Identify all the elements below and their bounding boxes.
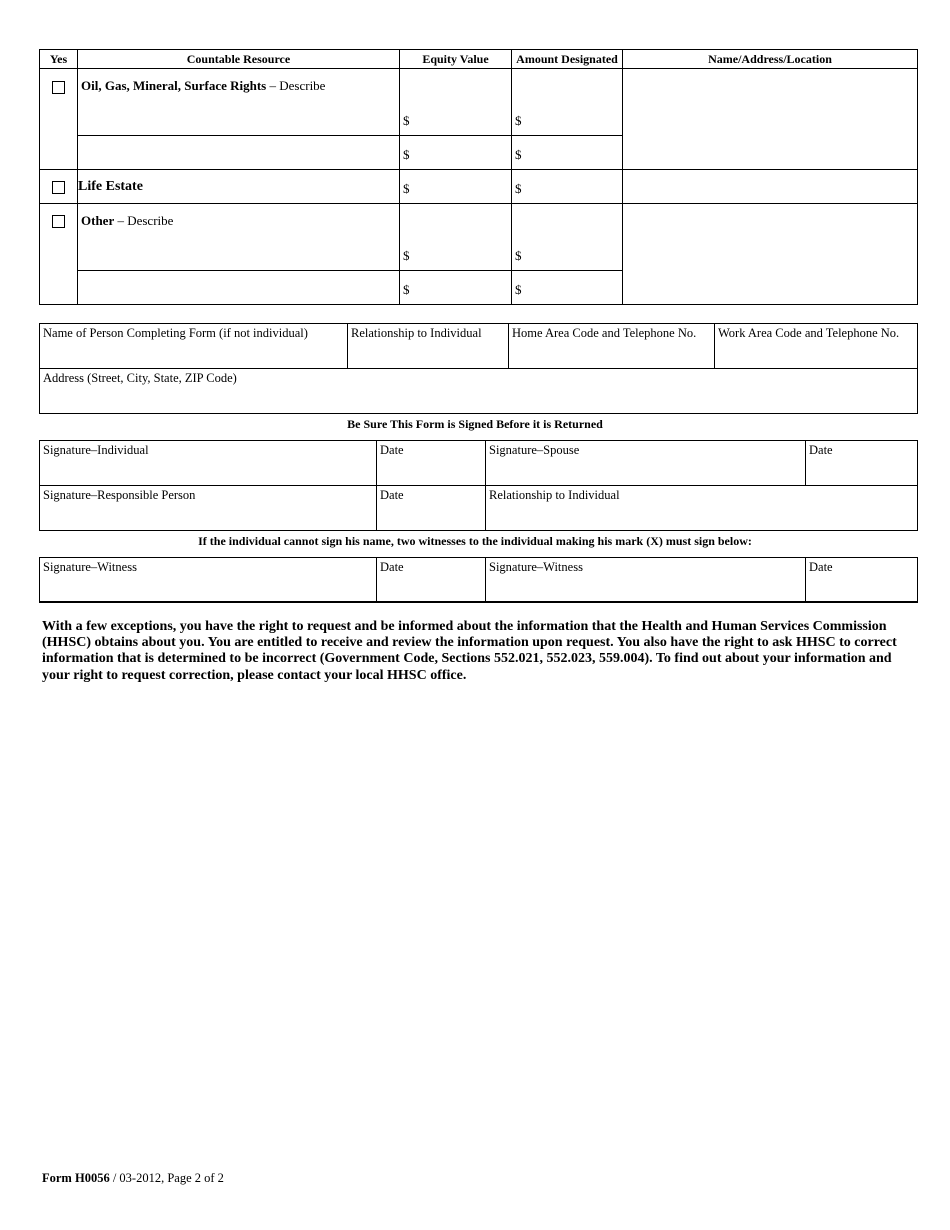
other-row (40, 204, 918, 271)
signature-responsible-date-field[interactable] (377, 486, 486, 531)
oil-gas-checkbox[interactable] (52, 81, 65, 94)
signature-spouse-date-field[interactable] (806, 441, 918, 486)
relationship-to-individual-field[interactable] (486, 486, 918, 531)
oil-gas-description-cell[interactable] (78, 69, 400, 136)
other-name-address-location[interactable] (623, 204, 918, 305)
date-label: Date (380, 443, 404, 457)
oil-gas-row (40, 69, 918, 136)
resources-header-row (40, 50, 918, 69)
life-estate-amount-designated[interactable] (512, 170, 623, 204)
life-estate-row (40, 170, 918, 204)
witness-notice: If the individual cannot sign his name, two witnesses to the individual making his mark (X) must sign below: (198, 534, 752, 548)
witness-2-signature-field[interactable] (486, 558, 806, 603)
signature-individual-date-field[interactable] (377, 441, 486, 486)
person-completing-field[interactable] (40, 324, 348, 369)
oil-gas-label: Oil, Gas, Mineral, Surface Rights (81, 78, 267, 93)
other-checkbox[interactable] (52, 215, 65, 228)
header-countable-resource: Countable Resource (78, 50, 400, 69)
dollar-sign: $ (403, 181, 410, 196)
signature-responsible-person-field[interactable] (40, 486, 377, 531)
life-estate-label: Life Estate (78, 178, 143, 194)
dollar-sign: $ (515, 248, 522, 263)
other-description-cell[interactable] (78, 204, 400, 271)
relationship-field[interactable] (348, 324, 509, 369)
oil-gas-equity-value-2[interactable] (400, 136, 512, 170)
life-estate-yes-cell (40, 170, 78, 204)
header-equity-value: Equity Value (400, 50, 512, 69)
oil-gas-equity-value-1[interactable] (400, 69, 512, 136)
privacy-notice: With a few exceptions, you have the right to request and be informed about the information that the Health and Human Services Commission (HHSC) obtains about you. You are entitled to receive and review the information upon request. You also have the right to ask HHSC to correct information that is determined to be incorrect (Government Code, Sections 552.021, 552.023, 559.004). To find out about your information and your right to request correction, please contact your local HHSC office. (42, 619, 897, 683)
other-amount-designated-1[interactable] (512, 204, 623, 271)
oil-gas-amount-designated-2[interactable] (512, 136, 623, 170)
oil-gas-name-address-location[interactable] (623, 69, 918, 170)
other-equity-value-2[interactable] (400, 271, 512, 305)
witness-table (39, 557, 918, 603)
other-yes-cell (40, 204, 78, 305)
home-phone-field[interactable] (509, 324, 715, 369)
header-amount-designated: Amount Designated (512, 50, 623, 69)
date-label: Date (380, 560, 404, 574)
address-label: Address (Street, City, State, ZIP Code) (43, 371, 237, 385)
other-equity-value-1[interactable] (400, 204, 512, 271)
signature-spouse-label: Signature–Spouse (489, 443, 580, 457)
work-phone-field[interactable] (715, 324, 918, 369)
sign-notice: Be Sure This Form is Signed Before it is Returned (347, 417, 603, 431)
relationship-label: Relationship to Individual (351, 326, 482, 340)
dollar-sign: $ (403, 282, 410, 297)
home-phone-label: Home Area Code and Telephone No. (512, 326, 697, 340)
dollar-sign: $ (515, 181, 522, 196)
date-label: Date (380, 488, 404, 502)
signature-individual-field[interactable] (40, 441, 377, 486)
life-estate-name-address-location[interactable] (623, 170, 918, 204)
relationship-to-individual-label: Relationship to Individual (489, 488, 620, 502)
signatures-table (39, 440, 918, 531)
oil-gas-amount-designated-1[interactable] (512, 69, 623, 136)
form-id: Form H0056 (42, 1171, 110, 1185)
life-estate-equity-value[interactable] (400, 170, 512, 204)
witness-1-date-field[interactable] (377, 558, 486, 603)
header-name-address-location: Name/Address/Location (623, 50, 918, 69)
work-phone-label: Work Area Code and Telephone No. (718, 326, 900, 340)
dollar-sign: $ (515, 113, 522, 128)
other-description-line-2[interactable] (78, 271, 400, 305)
contact-table (39, 323, 918, 414)
oil-gas-description-line-2[interactable] (78, 136, 400, 170)
witness-2-date-field[interactable] (806, 558, 918, 603)
oil-gas-yes-cell (40, 69, 78, 170)
form-footer (42, 1171, 224, 1186)
person-completing-label: Name of Person Completing Form (if not individual) (43, 326, 308, 340)
dollar-sign: $ (515, 282, 522, 297)
witness-signature-label: Signature–Witness (43, 560, 137, 574)
signature-individual-label: Signature–Individual (43, 443, 149, 457)
witness-1-signature-field[interactable] (40, 558, 377, 603)
signature-responsible-person-label: Signature–Responsible Person (43, 488, 196, 502)
witness-signature-label: Signature–Witness (489, 560, 583, 574)
dollar-sign: $ (403, 147, 410, 162)
life-estate-checkbox[interactable] (52, 181, 65, 194)
date-label: Date (809, 443, 833, 457)
signature-spouse-field[interactable] (486, 441, 806, 486)
other-amount-designated-2[interactable] (512, 271, 623, 305)
date-label: Date (809, 560, 833, 574)
other-suffix: – Describe (114, 213, 174, 228)
oil-gas-suffix: – Describe (266, 78, 326, 93)
form-details: / 03-2012, Page 2 of 2 (109, 1171, 224, 1185)
life-estate-description-cell (78, 170, 400, 204)
address-field[interactable] (40, 369, 918, 414)
other-label: Other (81, 213, 115, 228)
header-yes: Yes (40, 50, 78, 69)
dollar-sign: $ (515, 147, 522, 162)
dollar-sign: $ (403, 248, 410, 263)
resources-table (39, 49, 918, 305)
dollar-sign: $ (403, 113, 410, 128)
